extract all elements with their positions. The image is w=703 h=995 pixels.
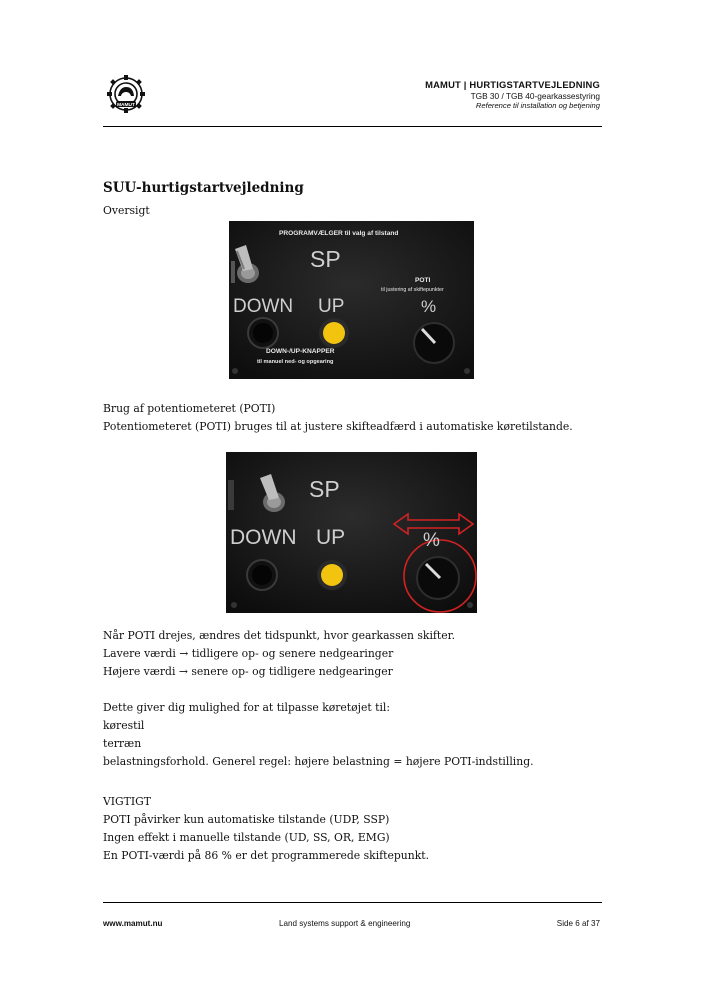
important-line-2: Ingen effekt i manuelle tilstande (UD, SS, OR, EMG): [103, 831, 390, 844]
adapt-item-2: terræn: [103, 737, 142, 750]
important-heading: VIGTIGT: [103, 795, 151, 808]
behavior-line-1: Når POTI drejes, ændres det tidspunkt, hvor gearkassen skifter.: [103, 629, 456, 642]
sp-label: SP: [310, 246, 341, 272]
important-line-3: En POTI-værdi på 86 % er det programmerede skiftepunkt.: [103, 849, 430, 862]
up-label: UP: [318, 296, 345, 317]
percent-label: %: [421, 297, 437, 316]
behavior-line-3: Højere værdi → senere op- og tidligere nedgearinger: [103, 665, 393, 678]
control-panel-photo-2: [226, 452, 477, 613]
adapt-item-3: belastningsforhold. Generel regel: højere belastning = højere POTI-indstilling.: [103, 755, 534, 768]
program-selector-label: PROGRAMVÆLGER til valg af tilstand: [279, 230, 399, 237]
poti-sublabel: til justering af skiftepunkter: [381, 287, 444, 293]
down-label: DOWN: [230, 526, 297, 549]
header-divider: [103, 126, 602, 127]
down-label: DOWN: [233, 296, 294, 317]
section-title: SUU-hurtigstartvejledning: [103, 180, 304, 196]
up-button-icon: [321, 564, 343, 586]
behavior-line-2: Lavere værdi → tidligere op- og senere nedgearinger: [103, 647, 394, 660]
percent-label: %: [423, 530, 440, 551]
adapt-intro: Dette giver dig mulighed for at tilpasse køretøjet til:: [103, 701, 391, 714]
footer-divider: [103, 902, 602, 903]
footer-website[interactable]: www.mamut.nu: [103, 919, 163, 928]
mamut-logo: [102, 74, 150, 114]
buttons-label: DOWN-/UP-KNAPPER: [266, 348, 335, 355]
footer-tagline: Land systems support & engineering: [279, 919, 411, 928]
adapt-item-1: kørestil: [103, 719, 145, 732]
header-subtitle: TGB 30 / TGB 40-gearkassestyring: [470, 91, 600, 101]
poti-description: Potentiometeret (POTI) bruges til at justere skifteadfærd i automatiske køretilstande.: [103, 420, 573, 433]
poti-heading: Brug af potentiometeret (POTI): [103, 402, 276, 415]
important-line-1: POTI påvirker kun automatiske tilstande (UDP, SSP): [103, 813, 390, 826]
footer-page-number: Side 6 af 37: [556, 919, 600, 928]
poti-label: POTI: [415, 277, 431, 284]
up-label: UP: [316, 526, 346, 549]
header-title: MAMUT | HURTIGSTARTVEJLEDNING: [425, 79, 600, 90]
logo-text: MAMUT: [117, 103, 135, 108]
header-reference: Reference til installation og betjening: [475, 101, 600, 110]
section-subtitle: Oversigt: [103, 204, 150, 217]
sp-label: SP: [309, 476, 340, 502]
control-panel-photo-1: [229, 221, 474, 379]
buttons-sublabel: til manuel ned- og opgearing: [257, 359, 334, 365]
up-button-icon: [323, 322, 345, 344]
